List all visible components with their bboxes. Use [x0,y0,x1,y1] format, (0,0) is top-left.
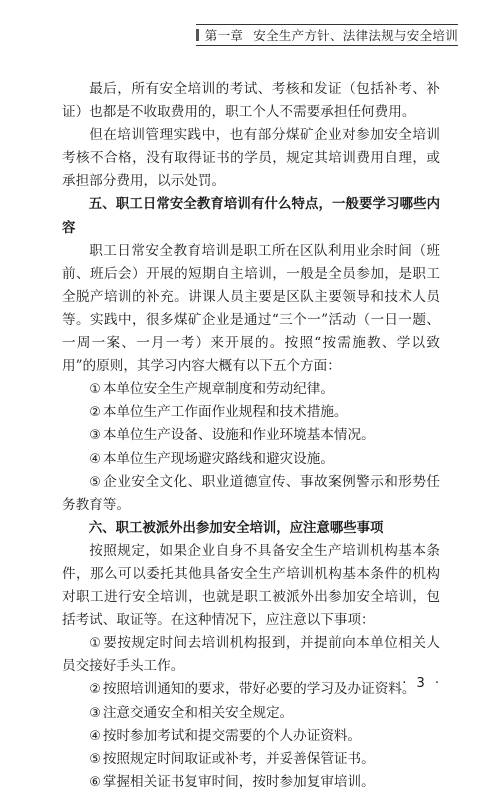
list-item: ⑥ 掌握相关证书复审时间，按时参加复审培训。 [89,773,375,790]
list-item: ① 要按规定时间去培训机构报到，并提前向本单位相关人员交接好手头工作。 [62,635,440,675]
paragraph-penalty: 但在培训管理实践中，也有部分煤矿企业对参加安全培训考核不合格，没有取得证书的学员，规定其培训费用自理，或承担部分费用，以示处罚。 [62,127,440,190]
list-item: ④ 按时参加考试和提交需要的个人办证资料。 [89,727,362,744]
list-item: ③ 本单位生产设备、设施和作业环境基本情况。 [89,427,375,444]
section-6-heading: 六、职工被派外出参加安全培训，应注意哪些事项 [88,520,384,536]
page-number: · 3 · [402,676,442,691]
list-item: ⑤ 按照规定时间取证或补考，并妥善保管证书。 [89,750,375,767]
list-item: ⑤ 企业安全文化、职业道德宣传、事故案例警示和形势任务教育等。 [62,473,440,513]
chapter-label: 第一章 [204,28,244,43]
list-item: ② 本单位生产工作面作业规程和技术措施。 [89,404,348,421]
paragraph-fees: 最后，所有安全培训的考试、考核和发证（包括补考、补证）也都是不收取费用的，职工个人不需要承担任何费用。 [62,81,440,121]
section-6-intro: 按照规定，如果企业自身不具备安全生产培训机构基本条件，那么可以委托其他具备安全生产培训机构基本条件的机构对职工进行安全培训，也就是职工被派外出参加安全培训，包括考试、取证等。在这种情况下，应注意以下事项： [62,542,440,629]
list-item: ② 按照培训通知的要求，带好必要的学习及办证资料。 [89,681,416,698]
page-content [62,78,440,794]
list-item: ① 本单位安全生产规章制度和劳动纪律。 [89,381,334,398]
list-item: ③ 注意交通安全和相关安全规定。 [89,704,294,721]
chapter-title: 安全生产方针、法律法规与安全培训 [253,28,458,43]
header-bar-mark [196,29,199,41]
list-item: ④ 本单位生产现场避灾路线和避灾设施。 [89,450,334,467]
section-5-intro: 职工日常安全教育培训是职工所在区队利用业余时间（班前、班后会）开展的短期自主培训，一般是全员参加，是职工全脱产培训的补充。讲课人员主要是区队主要领导和技术人员等。实践中，很多煤矿企业是通过“三个一”活动（一日一题、一周一案、一月一考）来开展的。按照“按需施教、学以致用”的原则，其学习内容大概有以下五个方面： [62,242,440,375]
running-header [196,24,458,46]
section-5-heading: 五、职工日常安全教育培训有什么特点，一般要学习哪些内容 [62,197,440,236]
